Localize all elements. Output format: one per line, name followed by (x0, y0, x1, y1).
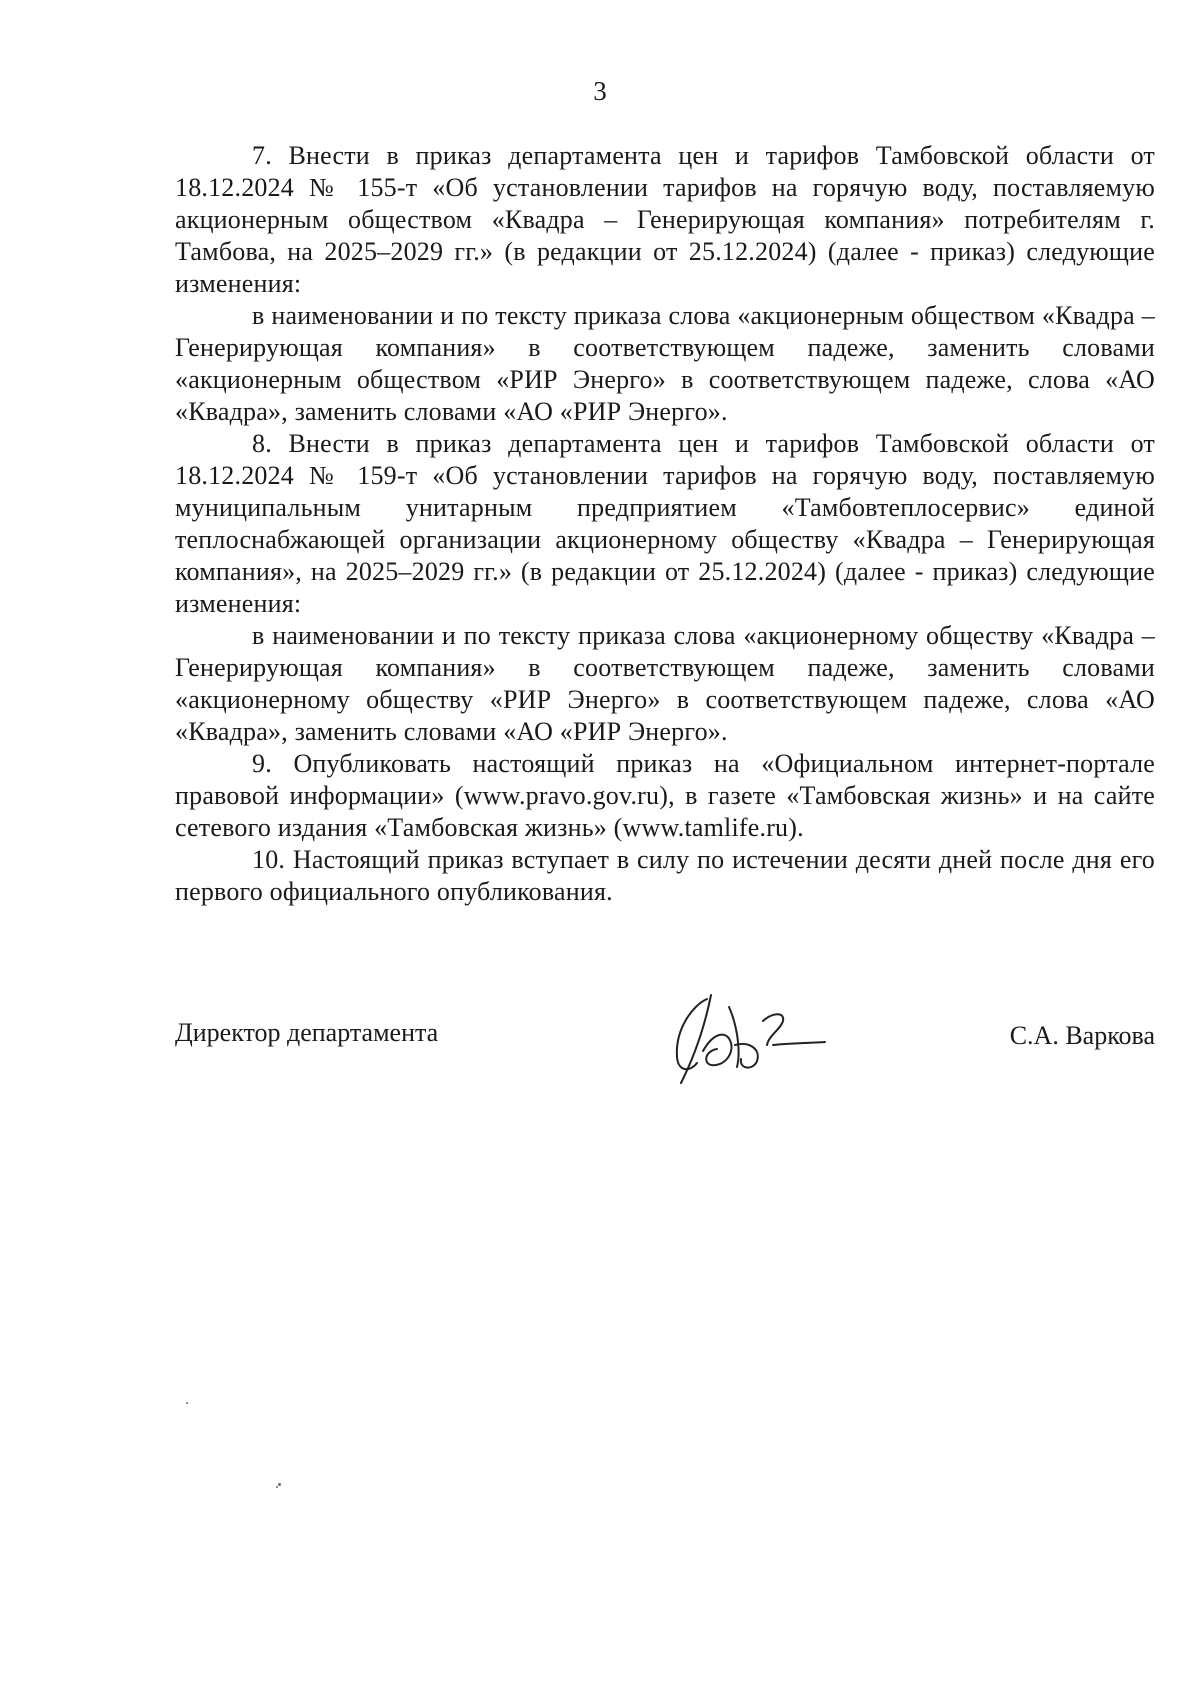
scan-speck (278, 1483, 281, 1486)
page-number: 3 (593, 76, 607, 106)
paragraph-item-7-change: в наименовании и по тексту приказа слова «акционерным обществом «Квадра – Генерирующая компания» в соответствующем падеже, заменить словами «акционерным обществом «РИР Энерго» в соответствующем падеже, слова «АО «Квадра», заменить словами «АО «РИР Энерго». (175, 301, 1155, 426)
signatory-position: Директор департамента (175, 1018, 439, 1047)
signature-block (175, 985, 1155, 1095)
scan-speck (186, 1402, 188, 1404)
document-body (175, 140, 1155, 908)
paragraph-item-9: 9. Опубликовать настоящий приказ на «Официальном интернет-портале правовой информации» (www.pravo.gov.ru), в газете «Тамбовская жизнь» и на сайте сетевого издания «Тамбовская жизнь» (www.tamlife.ru). (175, 749, 1155, 842)
scan-speck (276, 1486, 278, 1488)
paragraph-item-7: 7. Внести в приказ департамента цен и тарифов Тамбовской области от 18.12.2024 № 155-т «Об установлении тарифов на горячую воду, поставляемую акционерным обществом «Квадра – Генерирующая компания» потребителям г. Тамбова, на 2025–2029 гг.» (в редакции от 25.12.2024) (далее - приказ) следующие изменения: (175, 141, 1155, 298)
paragraph-item-10: 10. Настоящий приказ вступает в силу по истечении десяти дней после дня его первого официального опубликования. (175, 845, 1155, 906)
signatory-name: С.А. Варкова (1009, 1021, 1155, 1050)
paragraph-item-8-change: в наименовании и по тексту приказа слова «акционерному обществу «Квадра – Генерирующая компания» в соответствующем падеже, заменить словами «акционерному обществу «РИР Энерго» в соответствующем падеже, слова «АО «Квадра», заменить словами «АО «РИР Энерго». (175, 621, 1155, 746)
handwritten-signature (645, 985, 835, 1090)
paragraph-item-8: 8. Внести в приказ департамента цен и тарифов Тамбовской области от 18.12.2024 № 159-т «Об установлении тарифов на горячую воду, поставляемую муниципальным унитарным предприятием «Тамбовтеплосервис» единой теплоснабжающей организации акционерному обществу «Квадра – Генерирующая компания», на 2025–2029 гг.» (в редакции от 25.12.2024) (далее - приказ) следующие изменения: (175, 429, 1155, 618)
